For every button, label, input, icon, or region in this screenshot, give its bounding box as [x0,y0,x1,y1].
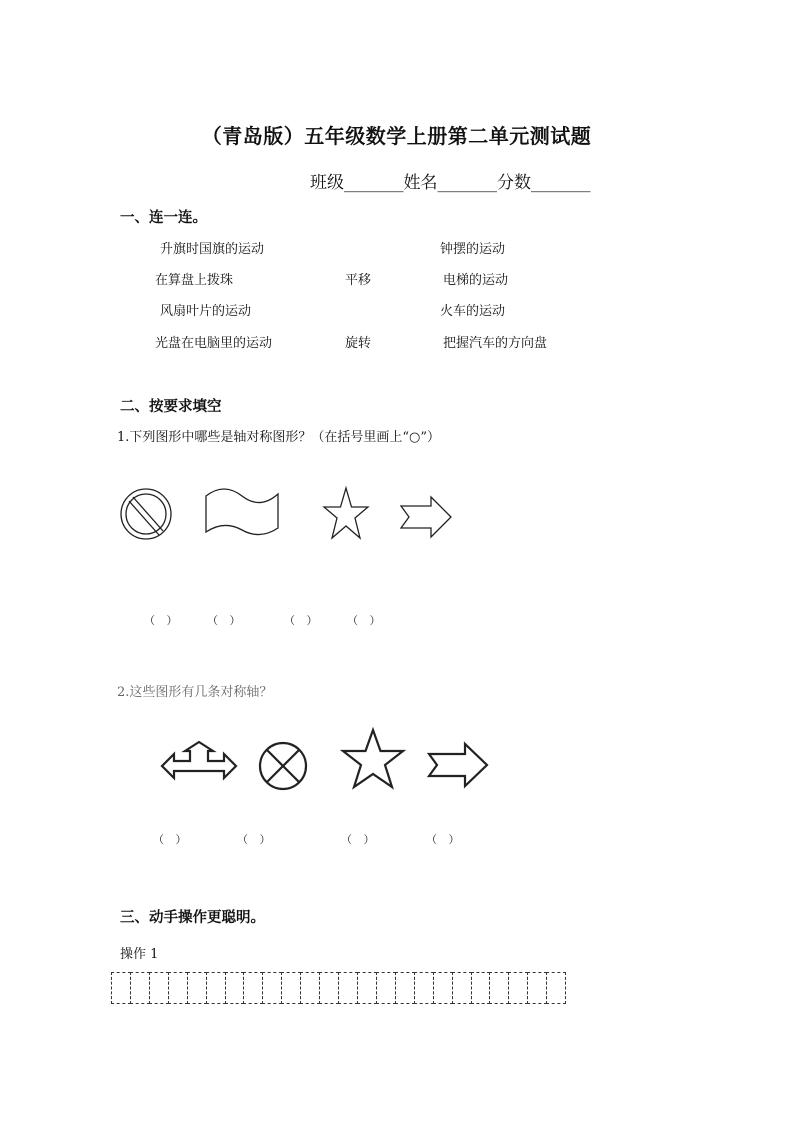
answer-blank[interactable]: （ ） [207,614,245,627]
section2-heading: 二、按要求填空 [120,398,222,415]
section3-heading: 三、动手操作更聪明。 [120,909,265,926]
grid-cell[interactable] [206,972,226,1004]
arrow-right-icon [427,742,489,788]
question2-text: 2.这些图形有几条对称轴？ [117,685,273,700]
answer-blank[interactable]: （ ） [284,614,322,627]
question1-text: 1.下列图形中哪些是轴对称图形？（在括号里画上“○”） [117,430,441,445]
middle-item: 平移 [345,273,372,288]
grid-cell[interactable] [414,972,434,1004]
right-item: 把握汽车的方向盘 [443,336,548,351]
right-item: 火车的运动 [440,304,506,319]
middle-item: 旋转 [345,336,372,351]
grid-cell[interactable] [187,972,207,1004]
grid-cell[interactable] [281,972,301,1004]
grid-cell[interactable] [471,972,491,1004]
grid-cell[interactable] [546,972,566,1004]
page-title: （青岛版）五年级数学上册第二单元测试题 [201,124,592,148]
left-item: 升旗时国旗的运动 [160,242,265,257]
answer-blank[interactable]: （ ） [347,614,385,627]
grid-cell[interactable] [508,972,528,1004]
grid-cell[interactable] [489,972,509,1004]
grid-cell[interactable] [300,972,320,1004]
answer-blank[interactable]: （ ） [426,833,464,846]
answer-blank[interactable]: （ ） [153,833,191,846]
double-arrow-icon [160,740,238,784]
dotted-grid[interactable] [112,972,566,1004]
grid-cell[interactable] [149,972,169,1004]
grid-cell[interactable] [262,972,282,1004]
circle-cross-icon [257,740,309,792]
grid-cell[interactable] [225,972,245,1004]
star-icon [340,728,406,790]
grid-cell[interactable] [433,972,453,1004]
grid-cell[interactable] [243,972,263,1004]
grid-cell[interactable] [395,972,415,1004]
operation-label: 操作 1 [120,947,159,962]
grid-cell[interactable] [338,972,358,1004]
star-icon [322,486,370,542]
grid-cell[interactable] [357,972,377,1004]
answer-blank[interactable]: （ ） [237,833,275,846]
student-info-line: 班级_______姓名_______分数_______ [310,173,591,193]
answer-blank[interactable]: （ ） [144,614,182,627]
grid-cell[interactable] [111,972,131,1004]
left-item: 风扇叶片的运动 [160,304,252,319]
grid-cell[interactable] [376,972,396,1004]
section1-heading: 一、连一连。 [120,209,207,226]
grid-cell[interactable] [168,972,188,1004]
arrow-right-icon [399,496,453,538]
grid-cell[interactable] [319,972,339,1004]
right-item: 电梯的运动 [443,273,509,288]
waving-flag-icon [204,488,280,538]
no-entry-sign-icon [119,487,173,541]
left-item: 光盘在电脑里的运动 [155,336,273,351]
left-item: 在算盘上拨珠 [155,273,234,288]
answer-blank[interactable]: （ ） [341,833,379,846]
right-item: 钟摆的运动 [440,242,506,257]
grid-cell[interactable] [527,972,547,1004]
grid-cell[interactable] [130,972,150,1004]
grid-cell[interactable] [452,972,472,1004]
